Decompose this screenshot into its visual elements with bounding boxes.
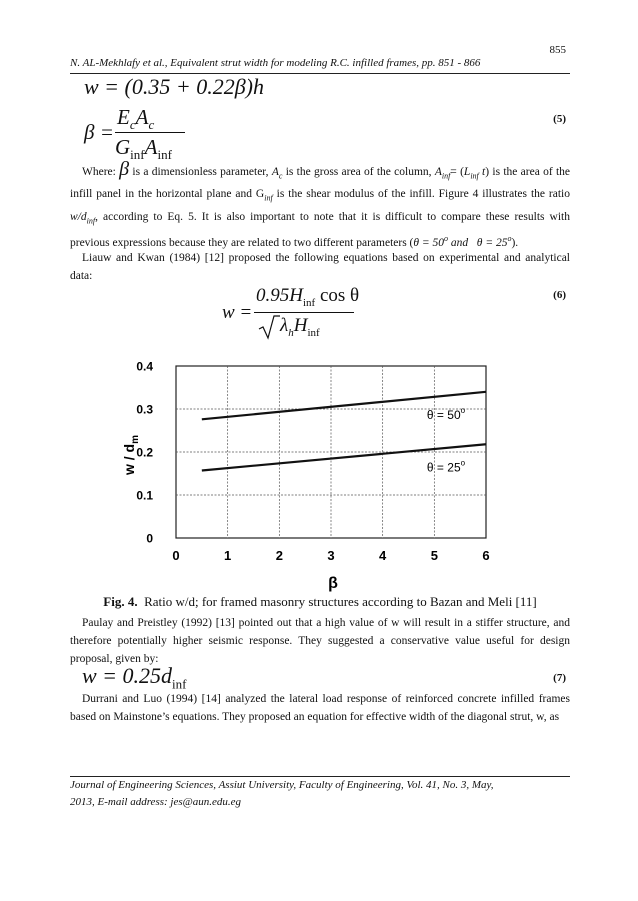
footer-line-2: 2013, E-mail address: jes@aun.edu.eg <box>70 796 242 808</box>
x-tick-label: 2 <box>275 548 283 563</box>
eq5-number: (5) <box>553 113 566 125</box>
x-tick-label: 6 <box>482 548 490 563</box>
eq5-lhs: β = <box>84 120 114 144</box>
eq5-fraction-bar <box>115 132 185 133</box>
x-axis-label: β <box>328 575 338 592</box>
y-tick-label: 0.1 <box>136 488 153 503</box>
y-axis-label: w / $d_m$ <box>121 434 141 476</box>
x-tick-label: 4 <box>379 548 387 563</box>
equation-7: $w = 0.25d_{inf}$ <box>82 663 187 692</box>
x-tick-label: 1 <box>224 548 232 563</box>
eq6-fraction-bar <box>254 312 354 313</box>
x-tick-label: 5 <box>430 548 438 563</box>
x-tick-label: 3 <box>327 548 335 563</box>
footer-line-1: Journal of Engineering Sciences, Assiut University, Faculty of Engineering, Vol. 41, No. 3, May, <box>70 779 494 791</box>
chart-lines <box>202 392 486 471</box>
eq7-number: (7) <box>553 672 566 684</box>
y-tick-label: 0.4 <box>136 359 153 374</box>
eq5-denominator: $G_{inf}A_{inf}$ <box>115 135 172 163</box>
page-number: 855 <box>549 44 566 56</box>
chart-grid <box>176 366 486 538</box>
y-tick-label: 0 <box>146 531 153 546</box>
figure-4-chart <box>100 350 520 595</box>
x-tick-label: 0 <box>172 548 180 563</box>
eq6-numerator: $0.95H_{inf}$ cos θ <box>256 285 360 309</box>
y-tick-label: 0.2 <box>136 445 153 460</box>
running-header: N. AL-Mekhlafy et al., Equivalent strut width for modeling R.C. infilled frames, pp. 851 - 866 <box>70 57 481 69</box>
equation-4: w = (0.35 + 0.22β)h <box>84 74 264 99</box>
chart-series-labels <box>427 406 466 474</box>
series-label: $\theta = 25^o$ <box>426 458 466 475</box>
paragraph-where: Where: β is a dimensionless parameter, $A_c$ is the gross area of the column, $A_{inf}= (L_{inf}$ t) is the area of the infill panel in the horizontal plane and $G_{inf}$ is the shear modulus of the infill. Figure 4 illustrates the ratio $w/d_{inf}$, according to Eq. 5. It is also important to note that it is difficult to compare these results with previous expressions because they are related to two different parameters ($\theta = 50^o$ and $\theta = 25^o$). <box>70 158 571 249</box>
y-tick-label: 0.3 <box>136 402 153 417</box>
eq6-denominator: $\lambda_hH_{inf}$ <box>280 315 320 339</box>
paragraph-paulay: Paulay and Preistley (1992) [13] pointed out that a high value of w will result in a stiffer structure, and therefore potentially higher seismic response. They suggested a conservative value useful for design proposal, given by: <box>70 617 570 665</box>
footer <box>70 777 570 811</box>
paragraph-durrani: Durrani and Luo (1994) [14] analyzed the lateral load response of reinforced concrete infilled frames based on Mainstone’s equations. They proposed an equation for effective width of the diagonal strut, w, as <box>70 693 570 723</box>
paragraph-liauw: Liauw and Kwan (1984) [12] proposed the following equations based on experimental and analytical data: <box>70 252 570 282</box>
eq5-numerator: $E_cA_c$ <box>117 105 155 133</box>
equation-5 <box>84 120 114 145</box>
sqrt-icon <box>258 314 280 340</box>
eq6-number: (6) <box>553 289 566 301</box>
eq6-lhs: w = <box>222 302 253 323</box>
series-label: $\theta = 50^o$ <box>426 405 466 422</box>
figure-caption: Fig. 4. Ratio w/d; for framed masonry structures according to Bazan and Meli [11] <box>103 594 537 609</box>
